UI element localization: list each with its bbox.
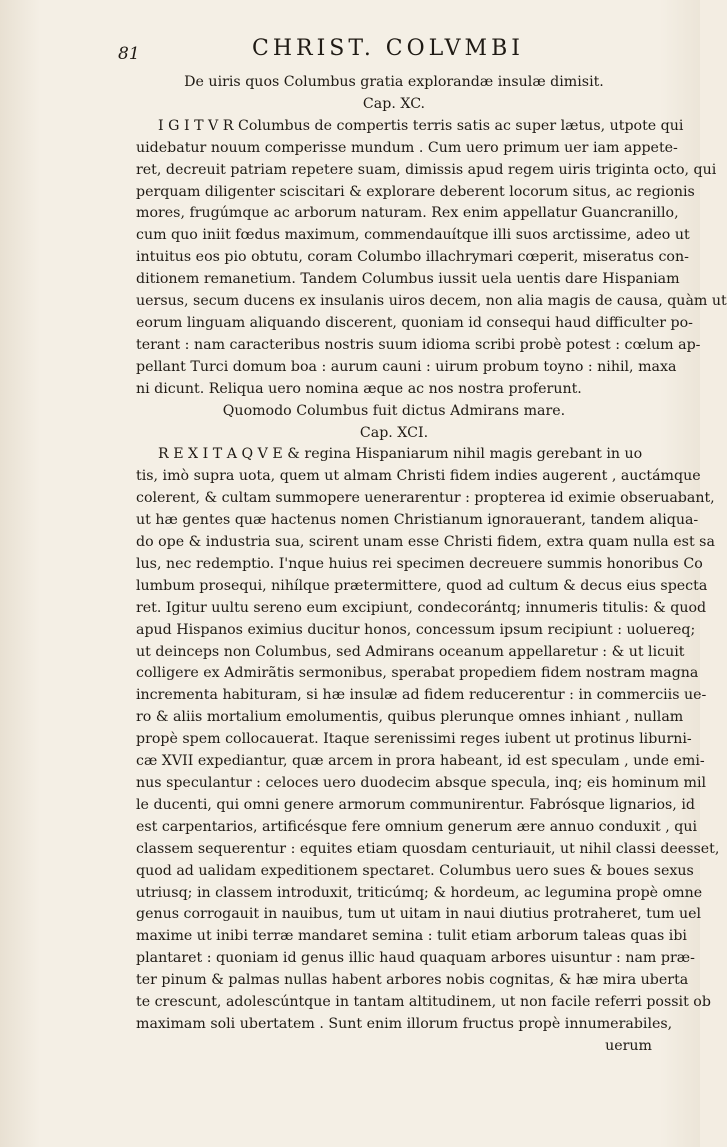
text-line: eorum linguam aliquando discerent, quoniam id consequi haud difficulter po- xyxy=(136,314,693,331)
text-line: cæ XVII expediantur, quæ arcem in prora habeant, id est speculam , unde emi- xyxy=(136,753,705,770)
catchword: uerum xyxy=(605,1037,652,1054)
text-line: intuitus eos pio obtutu, coram Columbo illachrymari cœperit, miseratus con- xyxy=(136,249,689,266)
chapter-body xyxy=(136,444,720,1035)
text-line: ret. Igitur uultu sereno eum excipiunt, condecorántq; innumeris titulis: & quod xyxy=(136,599,707,616)
chapter-heading: De uiris quos Columbus gratia explorandæ insulæ dimisit. xyxy=(184,74,604,90)
text-line: perquam diligenter sciscitari & explorare deberent locorum situs, ac regionis xyxy=(136,183,695,200)
text-line: utriusq; in classem introduxit, triticúmq; & hordeum, ac legumina propè omne xyxy=(136,884,703,901)
text-line: R E X I T A Q V E & regina Hispaniarum nihil magis gerebant in uo xyxy=(158,446,643,463)
text-line: cum quo iniit fœdus maximum, commendauítque illi suos arctissime, adeo ut xyxy=(136,227,690,244)
text-line: ter pinum & palmas nullas habent arbores nobis cognitas, & hæ mira uberta xyxy=(136,972,689,989)
text-line: lumbum prosequi, nihílque prætermittere, quod ad cultum & decus eius specta xyxy=(136,577,708,594)
chapter-number: Cap. XCI. xyxy=(359,424,429,441)
text-line: genus corrogauit in nauibus, tum ut uitam in naui diutius protraheret, tum uel xyxy=(136,906,702,923)
text-line: le ducenti, qui omni genere armorum communirentur. Fabrósque lignarios, id xyxy=(136,796,695,813)
text-line: uersus, secum ducens ex insulanis uiros decem, non alia magis de causa, quàm ut xyxy=(136,293,727,310)
text-line: propè spem collocauerat. Itaque serenissimi reges iubent ut protinus liburni- xyxy=(136,731,692,748)
chapter-body xyxy=(136,116,727,401)
page-header xyxy=(118,36,658,66)
text-line: colligere ex Admirãtis sermonibus, sperabat propediem fidem nostram magna xyxy=(136,665,699,682)
text-block xyxy=(136,72,727,1058)
text-line: ditionem remanetium. Tandem Columbus iussit uela uentis dare Hispaniam xyxy=(136,271,680,288)
text-line: I G I T V R Columbus de compertis terris satis ac super lætus, utpote qui xyxy=(158,117,684,134)
text-line: maxime ut inibi terræ mandaret semina : tulit etiam arborum taleas quas ibi xyxy=(136,928,687,945)
text-line: plantaret : quoniam id genus illic haud quaquam arbores uisuntur : nam præ- xyxy=(136,950,695,967)
text-line: nus speculantur : celoces uero duodecim absque specula, inq; eis hominum mil xyxy=(136,775,707,791)
chapter-heading: Quomodo Columbus fuit dictus Admirans mare. xyxy=(222,402,566,419)
text-line: est carpentarios, artificésque fere omnium generum ære annuo conduxit , qui xyxy=(136,818,698,835)
text-line: ni dicunt. Reliqua uero nomina æque ac nos nostra proferunt. xyxy=(136,380,582,397)
text-line: ut deinceps non Columbus, sed Admirans oceanum appellaretur : & ut licuit xyxy=(136,643,685,660)
text-line: colerent, & cultam summopere uenerarentur : propterea id eximie obseruabant, xyxy=(136,490,715,507)
text-line: ut hæ gentes quæ hactenus nomen Christianum ignorauerant, tandem aliqua- xyxy=(136,512,699,529)
text-line: apud Hispanos eximius ducitur honos, concessum ipsum recipiunt : uoluereq; xyxy=(136,621,696,638)
folio-number: 81 xyxy=(118,44,140,64)
text-line: classem sequerentur : equites etiam quosdam centuriauit, ut nihil classi deesset, xyxy=(136,840,720,857)
text-line: quod ad ualidam expeditionem spectaret. Columbus uero sues & boues sexus xyxy=(136,862,694,879)
text-line: maximam soli ubertatem . Sunt enim illorum fructus propè innumerabiles, xyxy=(136,1015,673,1032)
text-line: incrementa habituram, si hæ insulæ ad fidem reducerentur : in commerciis ue- xyxy=(136,687,707,704)
text-line: ret, decreuit patriam repetere suam, dimissis apud regem uiris triginta octo, qui xyxy=(136,161,717,178)
text-line: lus, nec redemptio. I'nque huius rei specimen decreuere summis honoribus Co xyxy=(136,555,703,572)
text-line: uidebatur nouum comperisse mundum . Cum uero primum uer iam appete- xyxy=(136,139,678,156)
text-line: tis, imò supra uota, quem ut almam Christi fidem indies augerent , auctámque xyxy=(136,468,701,485)
text-line: te crescunt, adolescúntque in tantam altitudinem, ut non facile referri possit ob xyxy=(136,994,711,1011)
text-line: mores, frugúmque ac arborum naturam. Rex enim appellatur Guancranillo, xyxy=(136,205,679,222)
text-line: terant : nam caracteribus nostris suum idioma scribi probè potest : cœlum ap- xyxy=(136,336,701,353)
text-line: do ope & industria sua, scirent unam esse Christi fidem, extra quam nulla est sa xyxy=(136,534,715,551)
text-line: ro & aliis mortalium emolumentis, quibus plerunque omnes inhiant , nullam xyxy=(136,709,684,726)
text-line: pellant Turci domum boa : aurum cauni : uirum probum toyno : nihil, maxa xyxy=(136,358,677,375)
chapter-number: Cap. XC. xyxy=(362,95,426,112)
running-title: CHRIST. COLVMBI xyxy=(252,36,524,61)
